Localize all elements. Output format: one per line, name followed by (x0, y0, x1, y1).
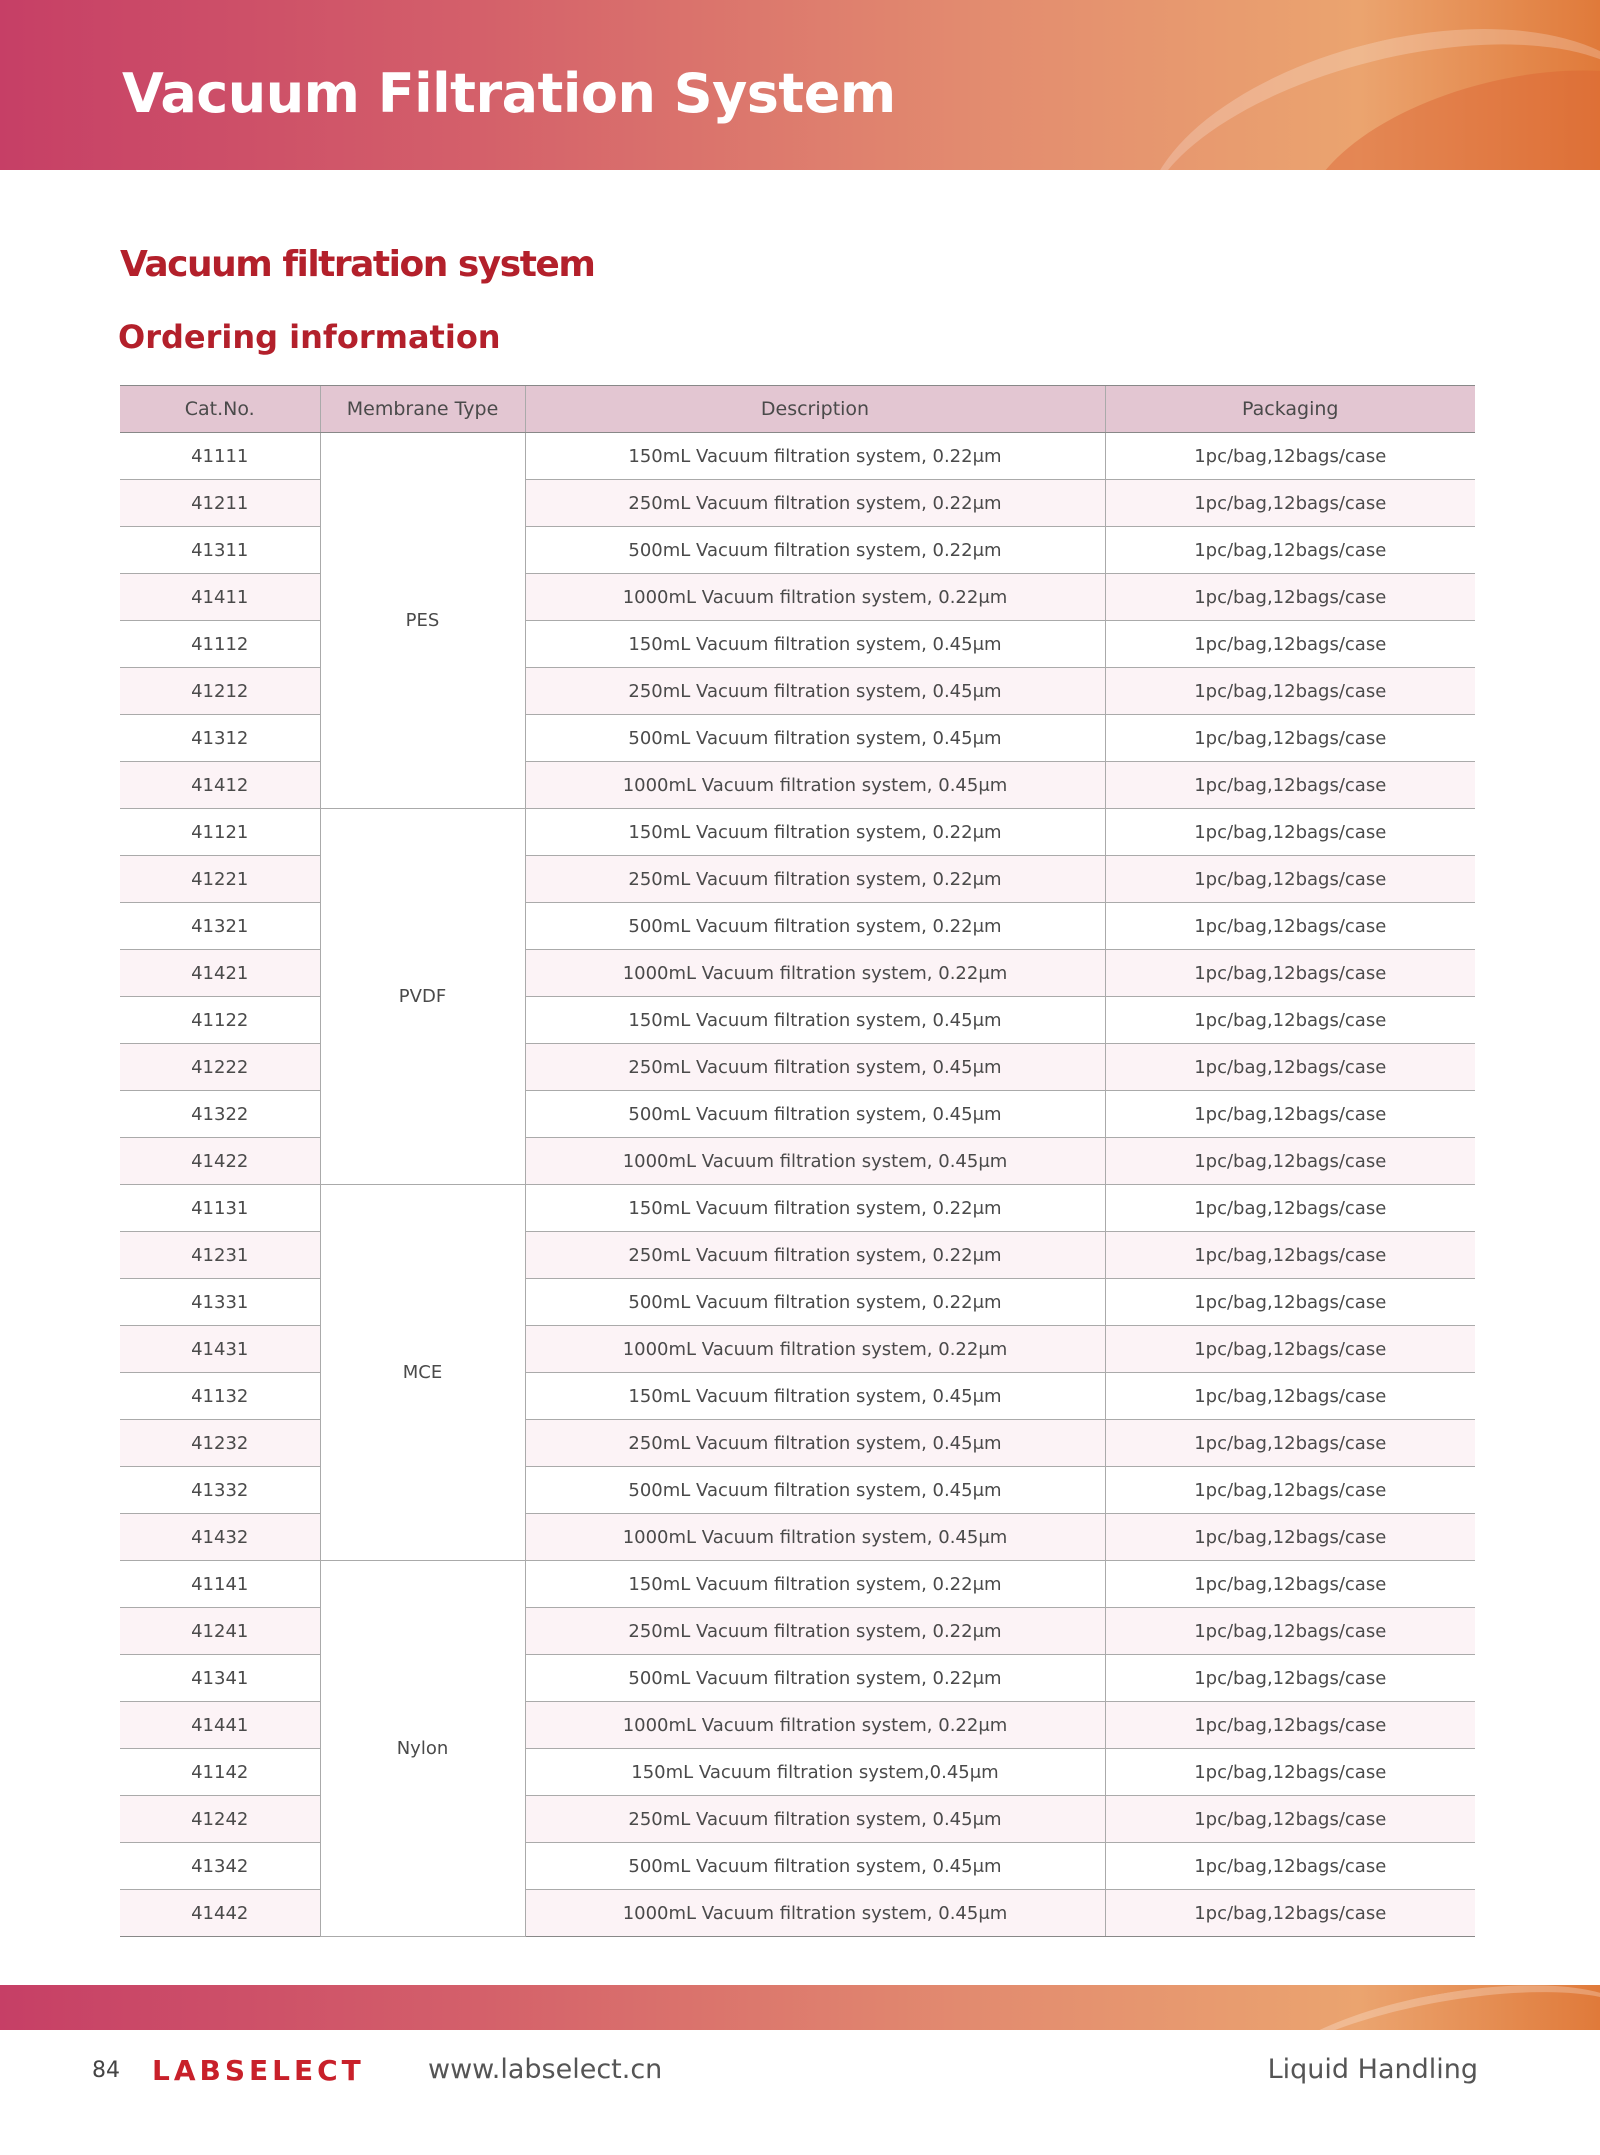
cat-no-cell: 41241 (120, 1608, 320, 1655)
description-cell: 500mL Vacuum filtration system, 0.45μm (525, 715, 1105, 762)
footer-swoosh-line (1252, 1985, 1600, 2030)
packaging-cell: 1pc/bag,12bags/case (1105, 668, 1475, 715)
section-title: Vacuum filtration system (120, 244, 595, 285)
description-cell: 150mL Vacuum filtration system, 0.45μm (525, 997, 1105, 1044)
packaging-cell: 1pc/bag,12bags/case (1105, 1420, 1475, 1467)
cat-no-cell: 41422 (120, 1138, 320, 1185)
packaging-cell: 1pc/bag,12bags/case (1105, 1373, 1475, 1420)
cat-no-cell: 41411 (120, 574, 320, 621)
packaging-cell: 1pc/bag,12bags/case (1105, 527, 1475, 574)
packaging-cell: 1pc/bag,12bags/case (1105, 1655, 1475, 1702)
cat-no-cell: 41122 (120, 997, 320, 1044)
description-cell: 1000mL Vacuum filtration system, 0.45μm (525, 1890, 1105, 1937)
description-cell: 500mL Vacuum filtration system, 0.45μm (525, 1843, 1105, 1890)
cat-no-cell: 41321 (120, 903, 320, 950)
cat-no-cell: 41432 (120, 1514, 320, 1561)
cat-no-cell: 41242 (120, 1796, 320, 1843)
packaging-cell: 1pc/bag,12bags/case (1105, 809, 1475, 856)
description-cell: 250mL Vacuum filtration system, 0.45μm (525, 1796, 1105, 1843)
packaging-cell: 1pc/bag,12bags/case (1105, 480, 1475, 527)
website-link[interactable]: www.labselect.cn (428, 2054, 663, 2085)
description-cell: 500mL Vacuum filtration system, 0.22μm (525, 527, 1105, 574)
packaging-cell: 1pc/bag,12bags/case (1105, 715, 1475, 762)
description-cell: 250mL Vacuum filtration system, 0.22μm (525, 1232, 1105, 1279)
description-cell: 250mL Vacuum filtration system, 0.45μm (525, 668, 1105, 715)
table-body (120, 433, 1475, 1937)
packaging-cell: 1pc/bag,12bags/case (1105, 1796, 1475, 1843)
packaging-cell: 1pc/bag,12bags/case (1105, 762, 1475, 809)
description-cell: 500mL Vacuum filtration system, 0.22μm (525, 903, 1105, 950)
membrane-type-cell: MCE (320, 1185, 525, 1561)
page-title: Vacuum Filtration System (122, 62, 896, 125)
footer-band (0, 1985, 1600, 2030)
description-cell: 1000mL Vacuum filtration system, 0.45μm (525, 1138, 1105, 1185)
packaging-cell: 1pc/bag,12bags/case (1105, 1561, 1475, 1608)
description-cell: 150mL Vacuum filtration system, 0.22μm (525, 1561, 1105, 1608)
cat-no-cell: 41231 (120, 1232, 320, 1279)
table-row (120, 1561, 1475, 1608)
header-band (0, 0, 1600, 170)
cat-no-cell: 41111 (120, 433, 320, 480)
cat-no-cell: 41141 (120, 1561, 320, 1608)
ordering-subtitle: Ordering information (118, 318, 501, 356)
description-cell: 500mL Vacuum filtration system, 0.45μm (525, 1467, 1105, 1514)
cat-no-cell: 41431 (120, 1326, 320, 1373)
cat-no-cell: 41232 (120, 1420, 320, 1467)
packaging-cell: 1pc/bag,12bags/case (1105, 1091, 1475, 1138)
description-cell: 1000mL Vacuum filtration system, 0.22μm (525, 1702, 1105, 1749)
cat-no-cell: 41132 (120, 1373, 320, 1420)
cat-no-cell: 41212 (120, 668, 320, 715)
cat-no-cell: 41221 (120, 856, 320, 903)
header-swoosh-line (1116, 0, 1600, 170)
description-cell: 500mL Vacuum filtration system, 0.22μm (525, 1655, 1105, 1702)
packaging-cell: 1pc/bag,12bags/case (1105, 997, 1475, 1044)
section-label: Liquid Handling (1267, 2054, 1478, 2085)
description-cell: 250mL Vacuum filtration system, 0.22μm (525, 480, 1105, 527)
membrane-type-cell: PES (320, 433, 525, 809)
packaging-cell: 1pc/bag,12bags/case (1105, 1514, 1475, 1561)
packaging-cell: 1pc/bag,12bags/case (1105, 1843, 1475, 1890)
description-cell: 150mL Vacuum filtration system, 0.22μm (525, 1185, 1105, 1232)
cat-no-cell: 41412 (120, 762, 320, 809)
packaging-cell: 1pc/bag,12bags/case (1105, 1326, 1475, 1373)
cat-no-cell: 41142 (120, 1749, 320, 1796)
membrane-type-cell: PVDF (320, 809, 525, 1185)
packaging-cell: 1pc/bag,12bags/case (1105, 1185, 1475, 1232)
description-cell: 150mL Vacuum filtration system,0.45μm (525, 1749, 1105, 1796)
cat-no-cell: 41322 (120, 1091, 320, 1138)
cat-no-cell: 41211 (120, 480, 320, 527)
cat-no-cell: 41311 (120, 527, 320, 574)
packaging-cell: 1pc/bag,12bags/case (1105, 1232, 1475, 1279)
column-header-packaging: Packaging (1105, 386, 1475, 433)
packaging-cell: 1pc/bag,12bags/case (1105, 574, 1475, 621)
cat-no-cell: 41131 (120, 1185, 320, 1232)
table-header-row (120, 386, 1475, 433)
column-header-membrane-type: Membrane Type (320, 386, 525, 433)
packaging-cell: 1pc/bag,12bags/case (1105, 621, 1475, 668)
packaging-cell: 1pc/bag,12bags/case (1105, 1467, 1475, 1514)
cat-no-cell: 41312 (120, 715, 320, 762)
description-cell: 500mL Vacuum filtration system, 0.22μm (525, 1279, 1105, 1326)
table-row (120, 433, 1475, 480)
membrane-type-cell: Nylon (320, 1561, 525, 1937)
packaging-cell: 1pc/bag,12bags/case (1105, 1279, 1475, 1326)
description-cell: 250mL Vacuum filtration system, 0.22μm (525, 1608, 1105, 1655)
column-header-description: Description (525, 386, 1105, 433)
cat-no-cell: 41121 (120, 809, 320, 856)
packaging-cell: 1pc/bag,12bags/case (1105, 1702, 1475, 1749)
cat-no-cell: 41441 (120, 1702, 320, 1749)
description-cell: 1000mL Vacuum filtration system, 0.45μm (525, 762, 1105, 809)
cat-no-cell: 41421 (120, 950, 320, 997)
description-cell: 1000mL Vacuum filtration system, 0.22μm (525, 574, 1105, 621)
table-row (120, 809, 1475, 856)
description-cell: 500mL Vacuum filtration system, 0.45μm (525, 1091, 1105, 1138)
packaging-cell: 1pc/bag,12bags/case (1105, 856, 1475, 903)
packaging-cell: 1pc/bag,12bags/case (1105, 903, 1475, 950)
ordering-table (120, 385, 1475, 1937)
packaging-cell: 1pc/bag,12bags/case (1105, 1044, 1475, 1091)
table-row (120, 1185, 1475, 1232)
cat-no-cell: 41442 (120, 1890, 320, 1937)
packaging-cell: 1pc/bag,12bags/case (1105, 1608, 1475, 1655)
cat-no-cell: 41222 (120, 1044, 320, 1091)
description-cell: 150mL Vacuum filtration system, 0.45μm (525, 621, 1105, 668)
description-cell: 150mL Vacuum filtration system, 0.22μm (525, 809, 1105, 856)
cat-no-cell: 41331 (120, 1279, 320, 1326)
description-cell: 1000mL Vacuum filtration system, 0.22μm (525, 1326, 1105, 1373)
packaging-cell: 1pc/bag,12bags/case (1105, 433, 1475, 480)
packaging-cell: 1pc/bag,12bags/case (1105, 1138, 1475, 1185)
description-cell: 250mL Vacuum filtration system, 0.22μm (525, 856, 1105, 903)
cat-no-cell: 41112 (120, 621, 320, 668)
column-header-cat-no: Cat.No. (120, 386, 320, 433)
cat-no-cell: 41332 (120, 1467, 320, 1514)
description-cell: 250mL Vacuum filtration system, 0.45μm (525, 1044, 1105, 1091)
page-number: 84 (92, 2058, 120, 2083)
cat-no-cell: 41341 (120, 1655, 320, 1702)
description-cell: 1000mL Vacuum filtration system, 0.45μm (525, 1514, 1105, 1561)
cat-no-cell: 41342 (120, 1843, 320, 1890)
packaging-cell: 1pc/bag,12bags/case (1105, 1890, 1475, 1937)
packaging-cell: 1pc/bag,12bags/case (1105, 950, 1475, 997)
packaging-cell: 1pc/bag,12bags/case (1105, 1749, 1475, 1796)
description-cell: 250mL Vacuum filtration system, 0.45μm (525, 1420, 1105, 1467)
description-cell: 150mL Vacuum filtration system, 0.22μm (525, 433, 1105, 480)
description-cell: 1000mL Vacuum filtration system, 0.22μm (525, 950, 1105, 997)
description-cell: 150mL Vacuum filtration system, 0.45μm (525, 1373, 1105, 1420)
brand-logo: LABSELECT (152, 2054, 365, 2087)
